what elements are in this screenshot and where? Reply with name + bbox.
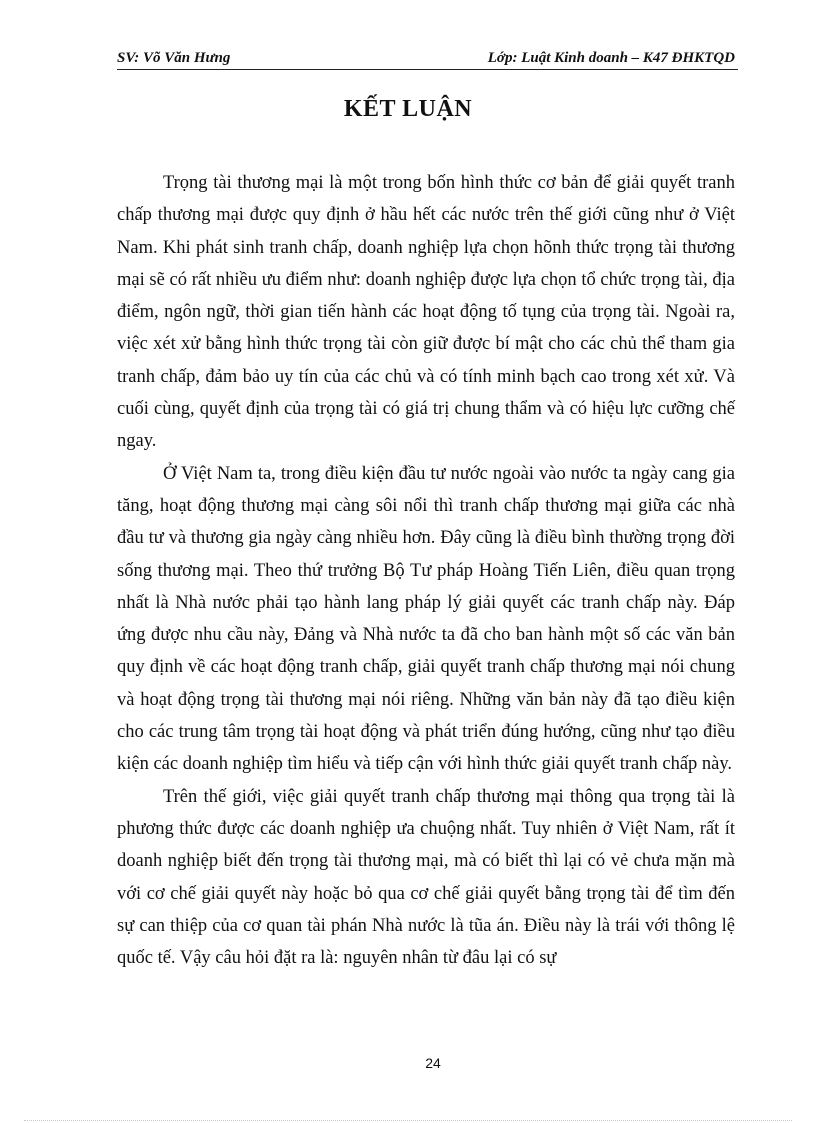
page-number: 24 (425, 1055, 441, 1071)
paragraph: Ở Việt Nam ta, trong điều kiện đầu tư nước ngoài vào nước ta ngày cang gia tăng, hoạt động thương mại càng sôi nổi thì tranh chấp thương mại giữa các nhà đầu tư và thương gia ngày càng nhiều hơn. Đây cũng là điều bình thường trọng đời sống thương mại. Theo thứ trưởng Bộ Tư pháp Hoàng Tiến Liên, điều quan trọng nhất là Nhà nước phải tạo hành lang pháp lý giải quyết các tranh chấp này. Đáp ứng được nhu cầu này, Đảng và Nhà nước ta đã cho ban hành một số các văn bản quy định về các hoạt động tranh chấp, giải quyết tranh chấp thương mại nói chung và hoạt động trọng tài thương mại nói riêng. Những văn bản này đã tạo điều kiện cho các trung tâm trọng tài hoạt động và phát triển đúng hướng, cũng như tạo điều kiện các doanh nghiệp tìm hiểu và tiếp cận với hình thức giải quyết tranh chấp này. (117, 463, 735, 775)
page-bottom-border (24, 1120, 792, 1121)
header-class-info: Lớp: Luật Kinh doanh – K47 ĐHKTQD (487, 50, 735, 66)
body-text (117, 167, 735, 974)
header-student-name: SV: Võ Văn Hưng (117, 50, 231, 66)
page-header (117, 47, 738, 70)
page-title: KẾT LUẬN (343, 96, 473, 122)
paragraph: Trên thế giới, việc giải quyết tranh chấp thương mại thông qua trọng tài là phương thức được các doanh nghiệp ưa chuộng nhất. Tuy nhiên ở Việt Nam, rất ít doanh nghiệp biết đến trọng tài thương mại, mà có biết thì lại có vẻ chưa mặn mà với cơ chế giải quyết này hoặc bỏ qua cơ chế giải quyết bằng trọng tài để tìm đến sự can thiệp của cơ quan tài phán Nhà nước là tũa án. Điều này là trái với thông lệ quốc tế. Vậy câu hỏi đặt ra là: nguyên nhân từ đâu lại có sự (117, 786, 735, 969)
paragraph: Trọng tài thương mại là một trong bốn hình thức cơ bản để giải quyết tranh chấp thương mại được quy định ở hầu hết các nước trên thế giới cũng như ở Việt Nam. Khi phát sinh tranh chấp, doanh nghiệp lựa chọn hõnh thức trọng tài thương mại sẽ có rất nhiều ưu điểm như: doanh nghiệp được lựa chọn tổ chức trọng tài, địa điểm, ngôn ngữ, thời gian tiến hành các hoạt động tố tụng của trọng tài. Ngoài ra, việc xét xử bằng hình thức trọng tài còn giữ được bí mật cho các chủ thể tham gia tranh chấp, đảm bảo uy tín của các chủ và có tính minh bạch cao trong xét xử. Và cuối cùng, quyết định của trọng tài có giá trị chung thẩm và có hiệu lực cưỡng chế ngay. (117, 173, 735, 452)
